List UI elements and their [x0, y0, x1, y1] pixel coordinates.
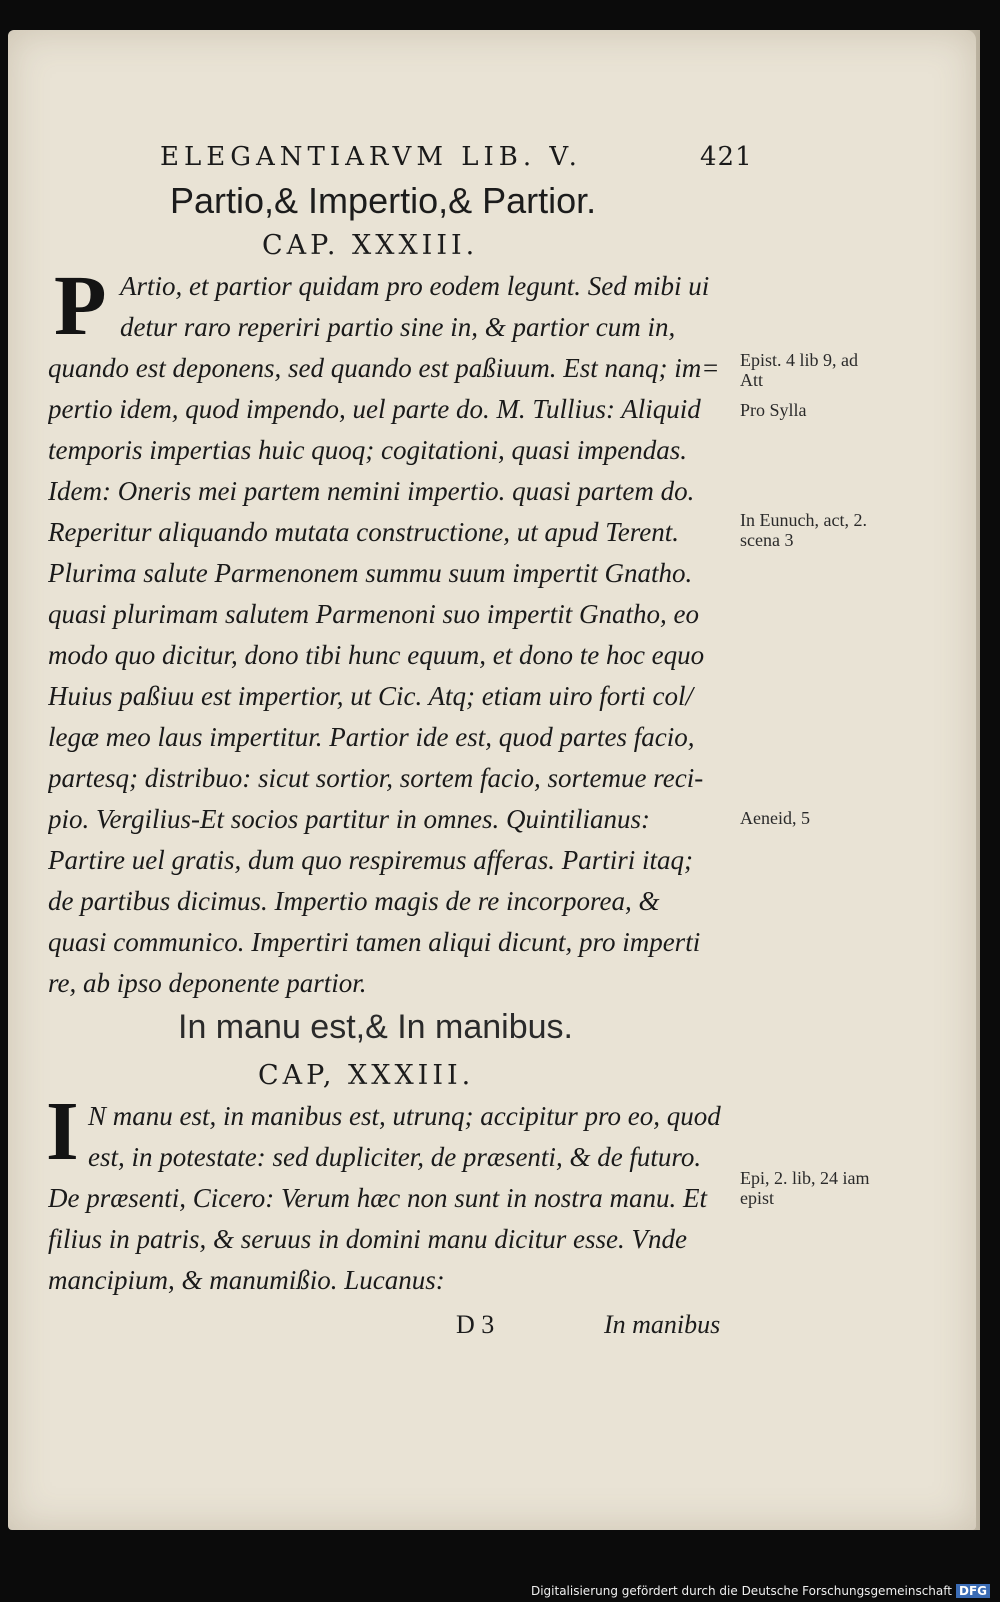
- text-line: Huius paßiuu est impertior, ut Cic. Atq; etiam uiro forti col/: [48, 681, 693, 711]
- text-line: partesq; distribuo: sicut sortior, sortem facio, sortemue reci-: [48, 763, 704, 793]
- text-line: pio. Vergilius-Et socios partitur in omnes. Quintilianus:: [48, 804, 651, 834]
- signature-mark: D 3: [456, 1310, 495, 1339]
- text-line: quasi plurimam salutem Parmenoni suo impertit Gnatho, eo: [48, 599, 699, 629]
- margin-note-3: In Eunuch, act, 2. scena 3: [740, 510, 867, 550]
- chapter-title-2: In manu est,& In manibus.: [178, 1008, 573, 1046]
- text-line: quando est deponens, sed quando est paßiuum. Est nanq; im=: [48, 353, 720, 383]
- running-header: [160, 142, 760, 178]
- chapter-title-1: Partio,& Impertio,& Partior.: [170, 180, 597, 221]
- text-line: Partire uel gratis, dum quo respiremus afferas. Partiri itaq;: [48, 845, 693, 875]
- text-line: est, in potestate: sed dupliciter, de præsenti, & de futuro.: [88, 1142, 702, 1172]
- text-line: Artio, et partior quidam pro eodem legunt. Sed mibi ui: [120, 271, 710, 301]
- text-line: quasi communico. Impertiri tamen aliqui dicunt, pro imperti: [48, 927, 701, 957]
- catchword: In manibus: [604, 1310, 721, 1339]
- text-line: Plurima salute Parmenonem summu suum impertit Gnatho.: [48, 558, 693, 588]
- text-line: N manu est, in manibus est, utrunq; accipitur pro eo, quod: [88, 1101, 721, 1131]
- digitization-credit: [490, 1584, 990, 1598]
- drop-initial-2: I: [46, 1085, 79, 1178]
- chapter-body-1: [48, 266, 738, 1004]
- text-line: mancipium, & manumißio. Lucanus:: [48, 1265, 445, 1295]
- running-title: ELEGANTIARVM LIB. V.: [160, 142, 582, 172]
- chapter-number-2: CAP, XXXIII.: [258, 1060, 475, 1091]
- text-line: Idem: Oneris mei partem nemini impertio. quasi partem do.: [48, 476, 695, 506]
- text-line: re, ab ipso deponente partior.: [48, 968, 367, 998]
- text-line: filius in patris, & seruus in domini manu dicitur esse. Vnde: [48, 1224, 687, 1254]
- text-line: temporis impertias huic quoq; cogitationi, quasi impendas.: [48, 435, 687, 465]
- margin-note-4: Aeneid, 5: [740, 808, 810, 828]
- text-line: Reperitur aliquando mutata constructione, ut apud Terent.: [48, 517, 679, 547]
- text-line: de partibus dicimus. Impertio magis de re incorporea, &: [48, 886, 660, 916]
- text-line: De præsenti, Cicero: Verum hæc non sunt in nostra manu. Et: [48, 1183, 707, 1213]
- chapter-number-1: CAP. XXXIII.: [262, 230, 479, 261]
- dfg-logo-icon: DFG: [956, 1584, 990, 1598]
- credit-text: Digitalisierung gefördert durch die Deutsche Forschungsgemeinschaft: [530, 1584, 952, 1598]
- margin-note-2: Pro Sylla: [740, 400, 807, 420]
- chapter-body-2: [48, 1096, 738, 1301]
- text-line: pertio idem, quod impendo, uel parte do. M. Tullius: Aliquid: [48, 394, 701, 424]
- text-line: legæ meo laus impertitur. Partior ide est, quod partes facio,: [48, 722, 695, 752]
- margin-note-5: Epi, 2. lib, 24 iam epist: [740, 1168, 870, 1208]
- margin-note-1: Epist. 4 lib 9, ad Att: [740, 350, 858, 390]
- page-number: 421: [700, 142, 753, 172]
- drop-initial-1: P: [54, 257, 107, 353]
- text-line: modo quo dicitur, dono tibi hunc equum, et dono te hoc equo: [48, 640, 705, 670]
- text-line: detur raro reperiri partio sine in, & partior cum in,: [120, 312, 676, 342]
